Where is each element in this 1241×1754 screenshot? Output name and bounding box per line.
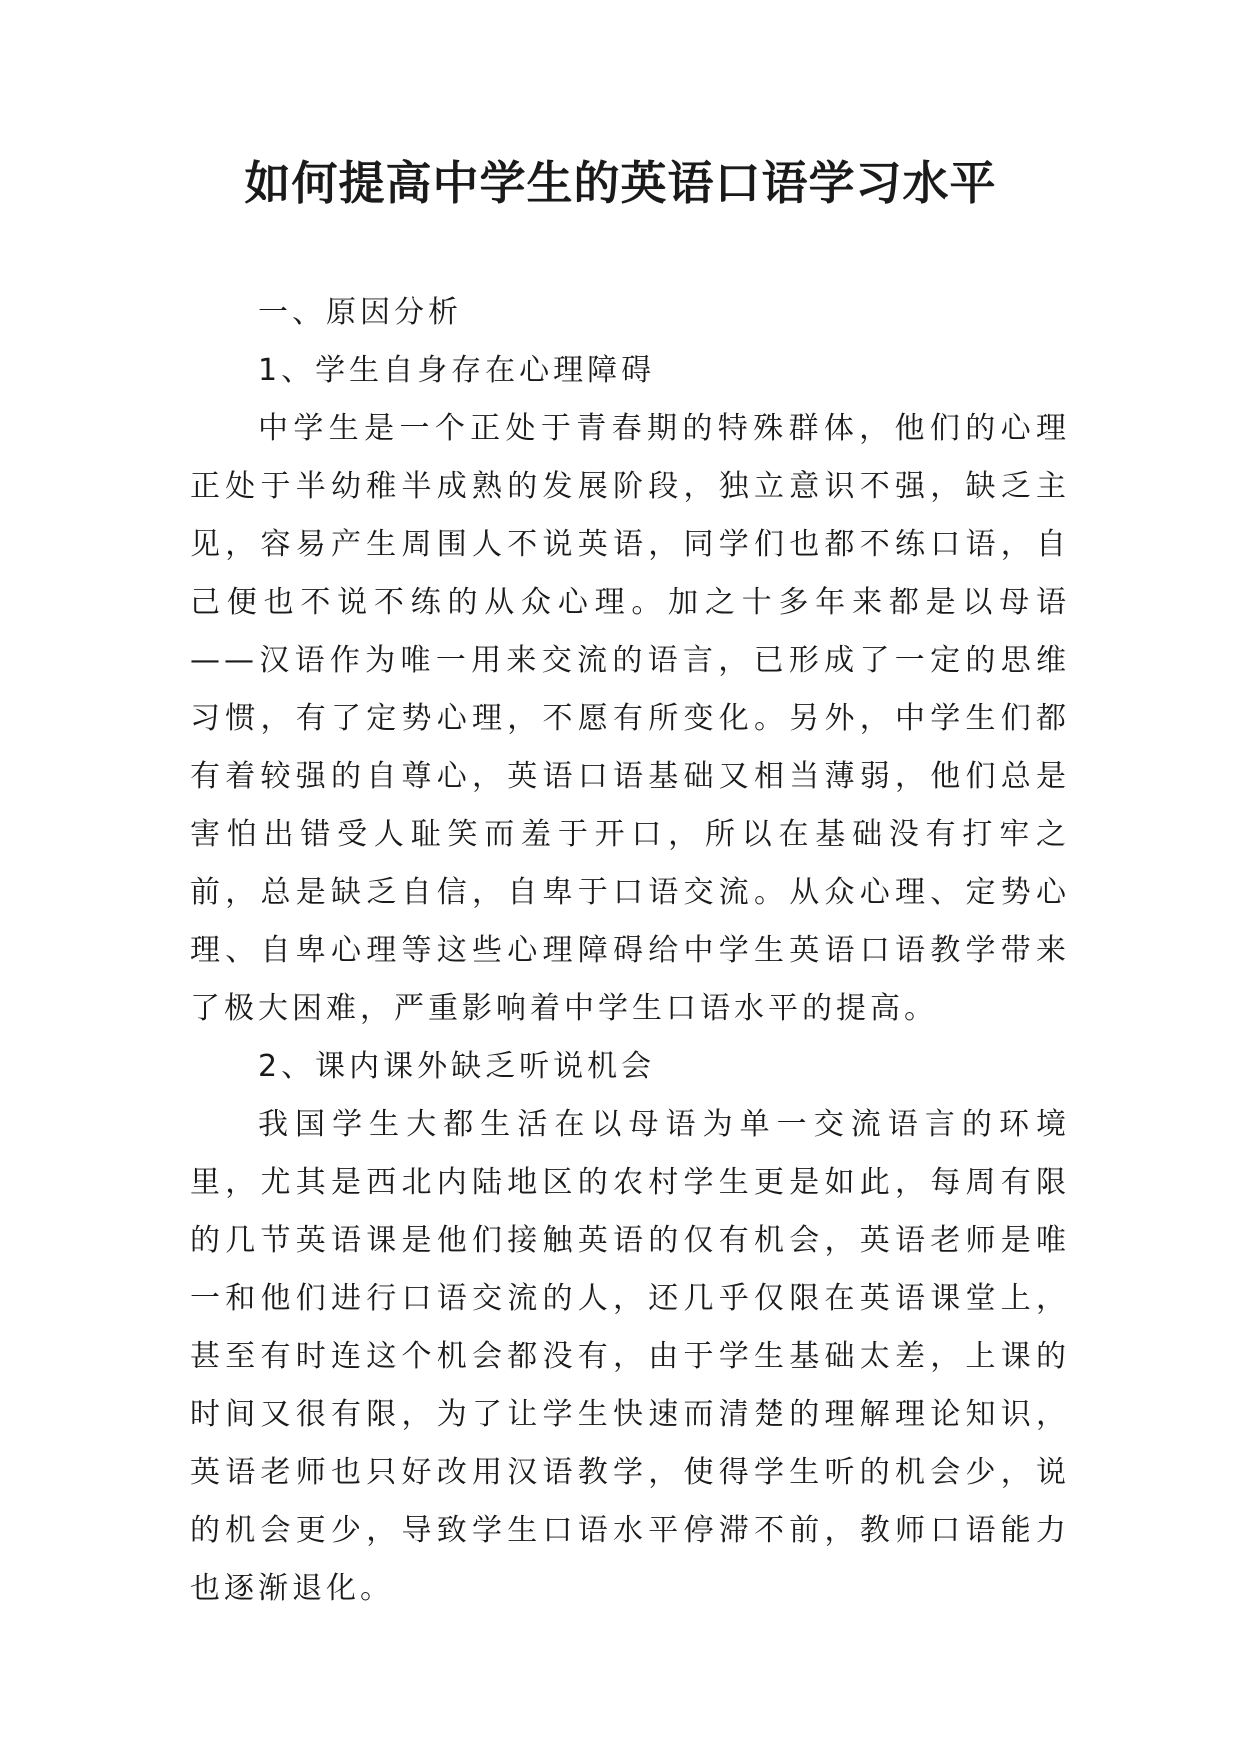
subsection-heading: 1、学生自身存在心理障碍: [258, 353, 656, 388]
body-paragraph: 中学生是一个正处于青春期的特殊群体，他们的心理正处于半幼稚半成熟的发展阶段，独立意识不强，缺乏主见，容易产生周围人不说英语，同学们也都不练口语，自己便也不说不练的从众心理。加之十多年来都是以母语——汉语作为唯一用来交流的语言，已形成了一定的思维习惯，有了定势心理，不愿有所变化。另外，中学生们都有着较强的自尊心，英语口语基础又相当薄弱，他们总是害怕出错受人耻笑而羞于开口，所以在基础没有打牢之前，总是缺乏自信，自卑于口语交流。从众心理、定势心理、自卑心理等这些心理障碍给中学生英语口语教学带来了极大困难，严重影响着中学生口语水平的提高。: [190, 411, 1070, 1026]
document-title: 如何提高中学生的英语口语学习水平: [244, 156, 997, 210]
section-heading: 一、原因分析: [258, 295, 462, 330]
subsection-heading: 2、课内课外缺乏听说机会: [258, 1049, 656, 1084]
body-paragraph: 我国学生大都生活在以母语为单一交流语言的环境里，尤其是西北内陆地区的农村学生更是如此，每周有限的几节英语课是他们接触英语的仅有机会，英语老师是唯一和他们进行口语交流的人，还几乎仅限在英语课堂上，甚至有时连这个机会都没有，由于学生基础太差，上课的时间又很有限，为了让学生快速而清楚的理解理论知识，英语老师也只好改用汉语教学，使得学生听的机会少，说的机会更少，导致学生口语水平停滞不前，教师口语能力也逐渐退化。: [190, 1107, 1070, 1606]
document-body: [190, 284, 1070, 1618]
